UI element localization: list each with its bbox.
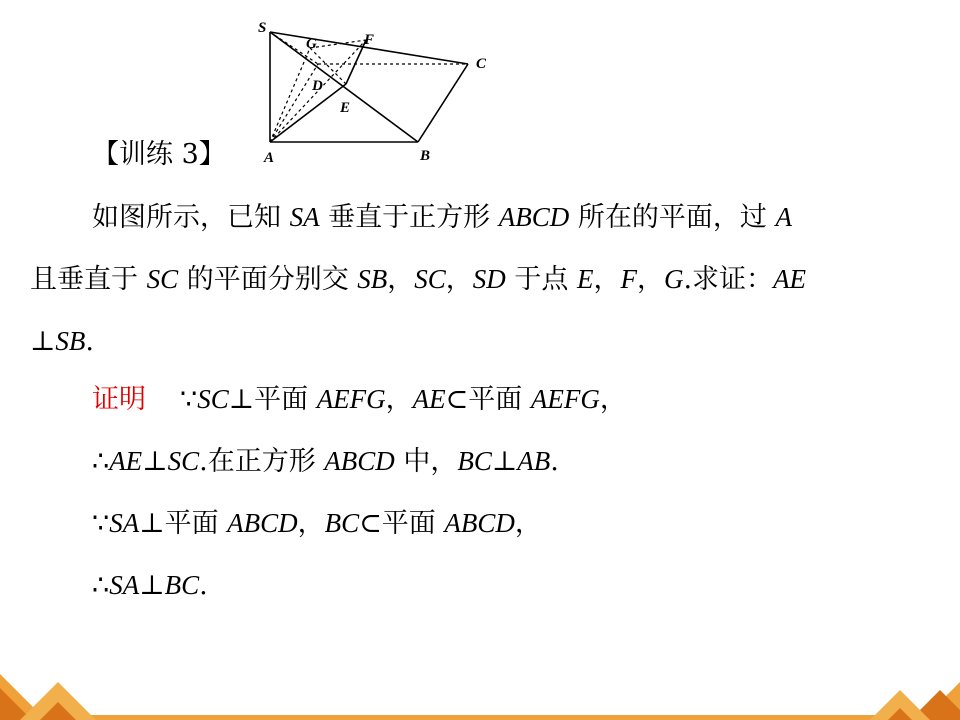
proof-line-1: 证明 ∵SC⊥平面 AEFG，AE⊂平面 AEFG，	[92, 384, 627, 415]
segment-AE	[270, 84, 346, 142]
proof-line-2: ∴AE⊥SC.在正方形 ABCD 中，BC⊥AB.	[92, 446, 559, 477]
proof-label: 证明	[92, 384, 146, 415]
label-G: G	[306, 36, 317, 52]
decorative-footer	[0, 660, 960, 720]
problem-line-3: ⊥SB.	[30, 326, 94, 357]
proof-line-3: ∵SA⊥平面 ABCD，BC⊂平面 ABCD，	[92, 508, 542, 539]
exercise-title: 【训练 3】	[92, 139, 226, 170]
problem-line-2: 且垂直于 SC 的平面分别交 SB，SC，SD 于点 E，F，G.求证：AE	[30, 264, 807, 295]
pyramid-figure	[250, 10, 500, 170]
problem-line-1: 如图所示，已知 SA 垂直于正方形 ABCD 所在的平面，过 A	[92, 202, 792, 233]
edge-AD	[270, 64, 318, 142]
label-C: C	[476, 56, 487, 72]
label-E: E	[340, 100, 351, 116]
label-S: S	[258, 20, 267, 36]
proof-line-4: ∴SA⊥BC.	[92, 570, 208, 601]
label-F: F	[364, 32, 375, 48]
edge-BC	[418, 64, 468, 142]
label-A: A	[264, 150, 275, 166]
segment-AG	[270, 48, 310, 142]
label-B: B	[420, 148, 431, 164]
label-D: D	[312, 78, 323, 94]
